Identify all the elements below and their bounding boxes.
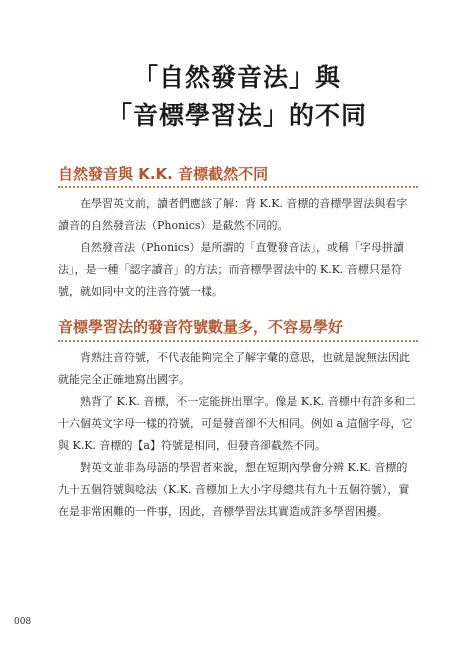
page-number: 008: [14, 617, 32, 627]
paragraph: 熟背了 K.K. 音標，不一定能拼出單字。像是 K.K. 音標中有許多和二十六個英文字母一樣的符號，可是發音卻不大相同。例如 a 這個字母，它與 K.K. 音標的【a】符號是相同，但發音卻截然不同。: [58, 395, 416, 452]
section-divider-1: [58, 186, 418, 188]
section-divider-2: [58, 340, 418, 342]
section-body-2: [58, 347, 418, 523]
section-heading-1: 自然發音與 K.K. 音標截然不同: [58, 165, 269, 183]
page-title-line-2: 「音標學習法」的不同: [106, 101, 367, 130]
paragraph: 在學習英文前，讀者們應該了解：背 K.K. 音標的音標學習法與看字讀音的自然發音法（Phonics）是截然不同的。: [58, 197, 408, 232]
section-body-1: [58, 193, 418, 303]
page-title-line-1: 「自然發音法」與: [132, 63, 341, 92]
paragraph: 自然發音法（Phonics）是所謂的「直覺發音法」，或稱「字母拼讀法」，是一種「認字讀音」的方法；而音標學習法中的 K.K. 音標只是符號，就如同中文的注音符號一樣。: [58, 241, 405, 298]
paragraph: 對英文並非為母語的學習者來說，想在短期內學會分辨 K.K. 音標的九十五個符號與唸法（K.K. 音標加上大小字母總共有九十五個符號），實在是非常困難的一件事，因此，音標學習法其實造成許多學習困擾。: [58, 461, 410, 518]
section-heading-2: 音標學習法的發音符號數量多，不容易學好: [58, 318, 344, 336]
paragraph: 背熟注音符號，不代表能夠完全了解字彙的意思，也就是說無法因此就能完全正確地寫出國字。: [58, 351, 410, 386]
